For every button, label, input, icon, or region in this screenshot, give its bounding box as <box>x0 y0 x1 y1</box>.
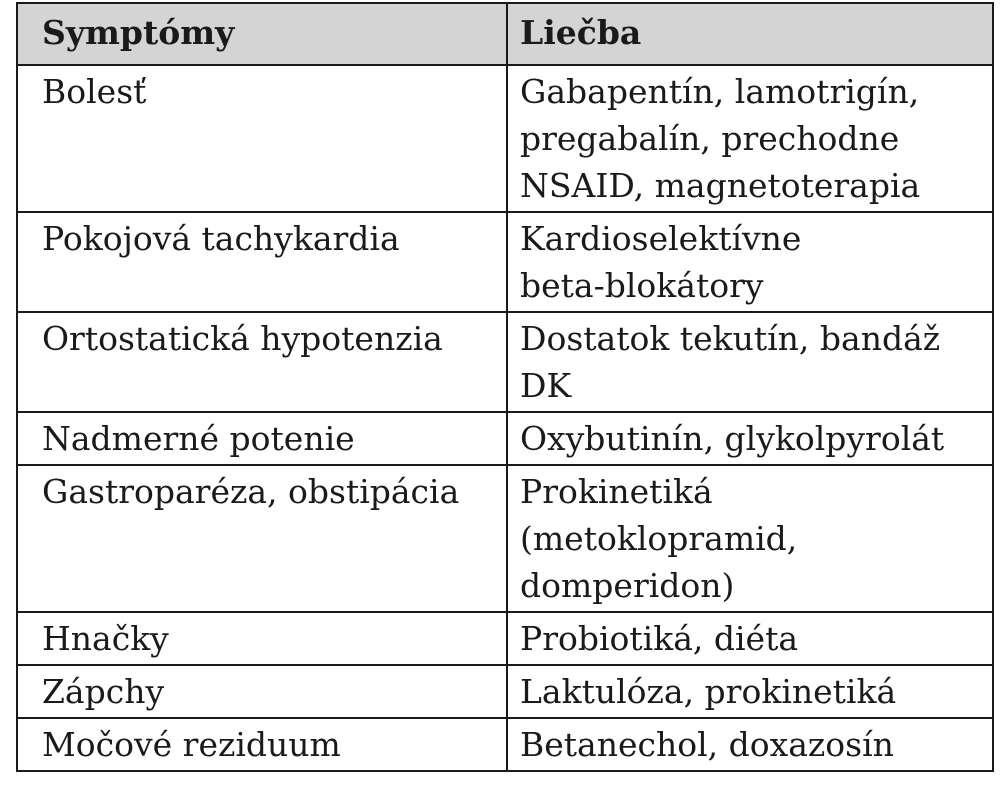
symptom-cell: Gastroparéza, obstipácia <box>17 465 507 612</box>
table-row <box>17 412 993 465</box>
table-header <box>17 3 993 65</box>
table-row <box>17 312 993 412</box>
symptom-cell: Močové reziduum <box>17 718 507 771</box>
symptom-treatment-table-wrapper <box>16 2 992 772</box>
table-row <box>17 212 993 312</box>
treatment-cell <box>507 212 993 312</box>
symptom-cell: Nadmerné potenie <box>17 412 507 465</box>
treatment-cell <box>507 412 993 465</box>
treatment-line: (metoklopramid, <box>520 519 798 558</box>
table-row <box>17 718 993 771</box>
symptom-cell: Pokojová tachykardia <box>17 212 507 312</box>
table-row <box>17 612 993 665</box>
treatment-line: Prokinetiká <box>520 472 713 511</box>
treatment-line: domperidon) <box>520 566 735 605</box>
symptom-cell: Hnačky <box>17 612 507 665</box>
treatment-line: pregabalín, prechodne <box>520 119 900 158</box>
symptom-treatment-table <box>16 2 994 772</box>
treatment-line: Laktulóza, prokinetiká <box>520 672 897 711</box>
treatment-line: Oxybutinín, glykolpyrolát <box>520 419 945 458</box>
treatment-cell <box>507 312 993 412</box>
symptom-cell: Zápchy <box>17 665 507 718</box>
table-row <box>17 465 993 612</box>
treatment-line: DK <box>520 366 572 405</box>
header-symptoms: Symptómy <box>17 3 507 65</box>
treatment-line: Dostatok tekutín, bandáž <box>520 319 941 358</box>
treatment-line: Probiotiká, diéta <box>520 619 799 658</box>
treatment-cell <box>507 718 993 771</box>
table-row <box>17 665 993 718</box>
treatment-line: beta-blokátory <box>520 266 764 305</box>
treatment-cell <box>507 665 993 718</box>
treatment-cell <box>507 465 993 612</box>
treatment-cell <box>507 612 993 665</box>
header-row <box>17 3 993 65</box>
table-row <box>17 65 993 212</box>
symptom-cell: Ortostatická hypotenzia <box>17 312 507 412</box>
treatment-line: Gabapentín, lamotrigín, <box>520 72 920 111</box>
treatment-line: NSAID, magnetoterapia <box>520 166 921 205</box>
treatment-line: Kardioselektívne <box>520 219 802 258</box>
symptom-cell: Bolesť <box>17 65 507 212</box>
treatment-cell <box>507 65 993 212</box>
table-body <box>17 65 993 771</box>
header-treatment: Liečba <box>507 3 993 65</box>
treatment-line: Betanechol, doxazosín <box>520 725 894 764</box>
